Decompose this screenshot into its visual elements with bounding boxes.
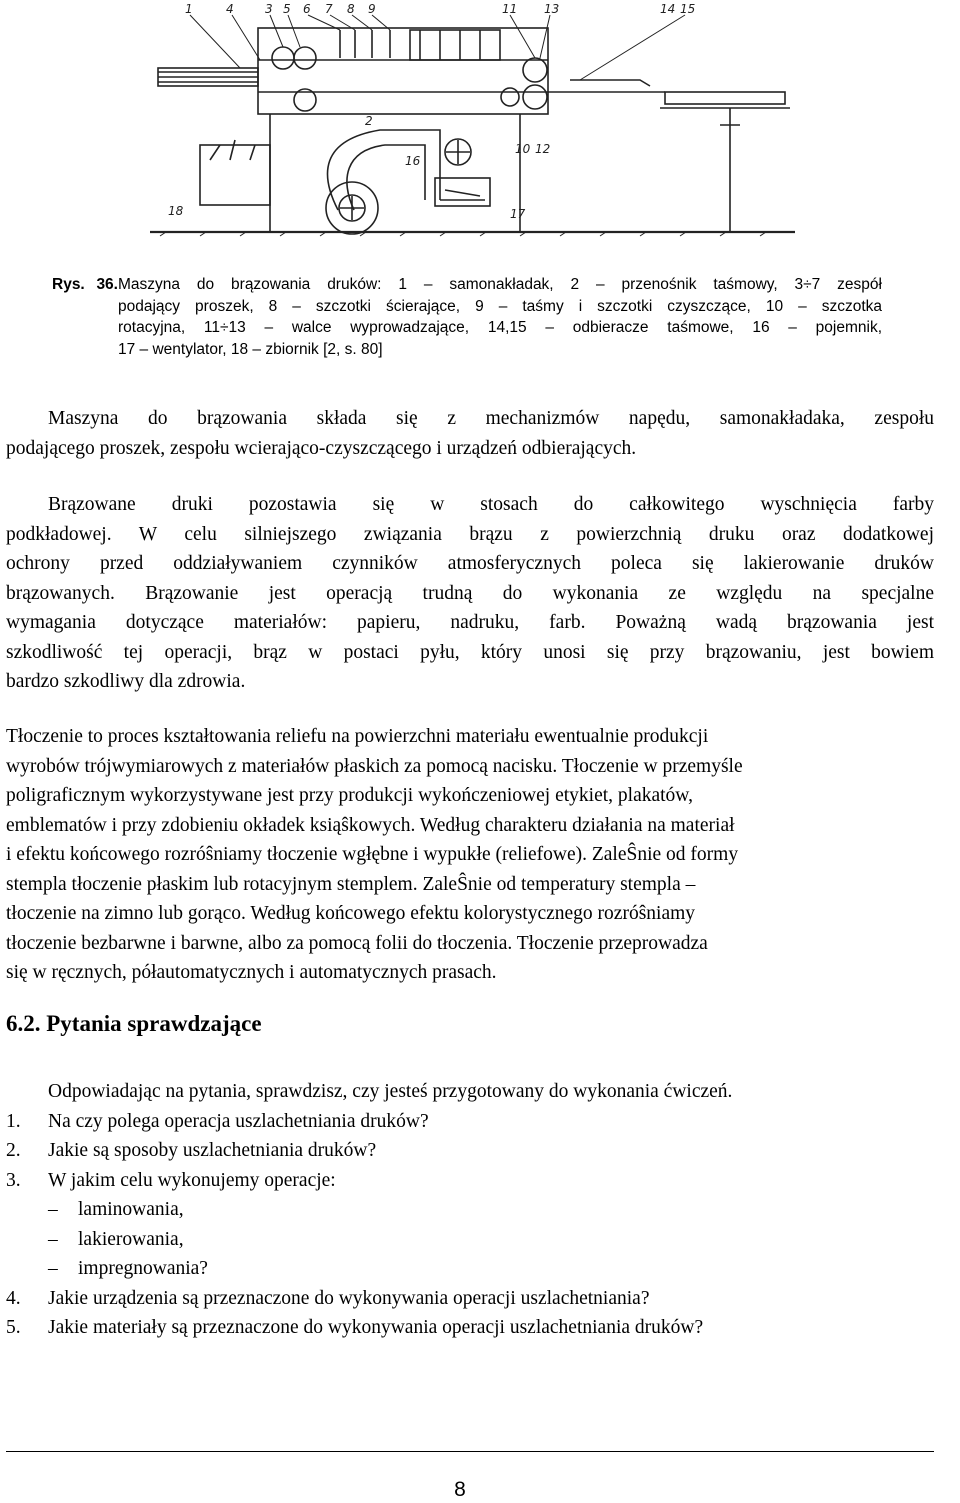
caption-text: Maszyna do brązowania druków: 1 – samonakładak, 2 – przenośnik taśmowy, 3÷7 zespół [118,276,882,293]
question-item [6,1136,906,1166]
paragraph-line: wyrobów trójwymiarowych z materiałów płaskich za pomocą nacisku. Tłoczenie w przemyśle [6,755,743,777]
paragraph-line: poligraficznym wykorzystywane jest przy produkcji wykończeniowej etykiet, plakatów, [6,785,693,806]
caption-line: rotacyjna, 11÷13 – walce wyprowadzające, 14,15 – odbieracze taśmowe, 16 – pojemnik, [118,319,882,336]
question-number: 3. [6,1169,21,1191]
sub-item-text: impregnowania? [78,1258,208,1279]
callout-label: 10 [515,142,531,156]
callout-label: 7 [325,2,333,16]
question-text: Jakie materiały są przeznaczone do wykonywania operacji uszlachetniania druków? [48,1317,704,1338]
question-text: W jakim celu wykonujemy operacje: [48,1169,336,1191]
caption-lead: Rys. 36. [52,276,118,293]
sub-item [6,1195,906,1225]
question-text: Jakie urządzenia są przeznaczone do wykonywania operacji uszlachetniania? [48,1287,650,1309]
callout-label: 1 [185,2,193,16]
paragraph-line: Maszyna do brązowania składa się z mechanizmów napędu, samonakładaka, zespołu [48,408,934,429]
caption-line: 17 – wentylator, 18 – zbiornik [2, s. 80] [118,340,383,358]
review-questions [6,1077,906,1343]
paragraph-line: Brązowane druki pozostawia się w stosach do całkowitego wyschnięcia farby [48,494,934,515]
question-number: 5. [6,1317,21,1338]
page-number: 8 [454,1478,466,1501]
callout-label: 12 [535,142,551,156]
callout-label: 2 [365,114,373,128]
question-text: Jakie są sposoby uszlachetniania druków? [48,1140,377,1161]
callout-label: 8 [347,2,355,16]
callout-label: 14 [660,2,676,16]
bin [200,145,270,205]
question-number: 1. [6,1110,21,1132]
question-item [6,1284,906,1314]
footer-rule [6,1451,934,1452]
questions-intro [6,1077,906,1107]
sub-item [6,1225,906,1255]
callout-label: 9 [368,2,376,16]
callout-label: 17 [510,207,526,221]
roller [294,47,316,69]
paragraph-line: wymagania dotyczące materiałów: papieru, nadruku, farb. Poważną wadą brązowania jest [6,612,934,633]
take-off-arm [570,80,650,86]
paragraph-embossing [6,722,934,988]
paragraph-bronzed-prints [6,490,934,697]
roller [272,47,294,69]
paragraph-line: tłoczenie bezbarwne i barwne, albo za pomocą folii do tłoczenia. Tłoczenie przeprowadza [6,932,708,954]
paragraph-line: i efektu końcowego rozróŝniamy tłoczenie wgłębne i wypukłe (reliefowe). ZaleŜnie od formy [6,844,739,865]
dash-bullet: – [48,1199,58,1220]
question-item [6,1166,906,1196]
caption-line: podający proszek, 8 – szczotki ścierające, 9 – taśmy i szczotki czyszczące, 10 – szczotka [118,297,882,315]
callout-label: 18 [168,204,184,218]
paragraph-line: podającego proszek, zespołu wcierająco-czyszczącego i urządzeń odbierających. [6,437,637,459]
paragraph-line: bardzo szkodliwy dla zdrowia. [6,671,246,692]
roller [523,58,547,82]
sub-item-text: laminowania, [78,1199,184,1220]
callout-label: 3 [265,2,273,16]
paragraph-machine-description [6,404,934,463]
callout-label: 5 [283,2,291,16]
paragraph-line: Tłoczenie to proces kształtowania reliefu na powierzchni materiału ewentualnie produkcji [6,726,709,747]
callout-label: 11 [502,2,518,16]
sub-item-text: lakierowania, [78,1228,184,1250]
roller [523,85,547,109]
dash-bullet: – [48,1258,58,1279]
paragraph-line: emblematów i przy zdobieniu okładek ksiąŝkowych. Według charakteru działania na materiał [6,814,735,836]
machine-diagram [140,0,800,265]
intro-text: Odpowiadając na pytania, sprawdzisz, czy jesteś przygotowany do wykonania ćwiczeń. [48,1081,733,1102]
question-item [6,1313,906,1343]
dash-bullet: – [48,1228,58,1250]
reservoir [435,178,490,206]
paragraph-line: szkodliwość tej operacji, brąz w postaci pyłu, który unosi się przy brązowaniu, jest bowiem [6,641,934,663]
machine-frame [258,28,548,114]
sub-item [6,1254,906,1284]
paragraph-line: się w ręcznych, półautomatycznych i automatycznych prasach. [6,962,497,983]
callout-label: 4 [226,2,234,16]
callout-label: 16 [405,154,421,168]
callout-label: 13 [544,2,560,16]
paragraph-line: brązowanych. Brązowanie jest operacją trudną do wykonania ze względu na specjalne [6,582,934,604]
callout-label: 15 [680,2,696,16]
question-text: Na czy polega operacja uszlachetniania druków? [48,1110,429,1132]
paragraph-line: ochrony przed oddziaływaniem czynników atmosferycznych poleca się lakierowanie druków [6,553,934,574]
caption-line [52,274,882,296]
question-number: 4. [6,1287,21,1309]
output-stack [665,92,785,104]
paragraph-line: tłoczenie na zimno lub gorąco. Według końcowego efektu kolorystycznego rozróŝniamy [6,903,696,924]
section-heading: 6.2. Pytania sprawdzające [6,1011,262,1036]
question-number: 2. [6,1140,21,1161]
paragraph-line: stempla tłoczenie płaskim lub rotacyjnym stemplem. ZaleŜnie od temperatury stempla – [6,873,696,895]
question-item [6,1107,906,1137]
callout-label: 6 [303,2,311,16]
figure-caption [52,274,882,360]
roller [501,88,519,106]
bronzing-machine-drawing [140,0,800,265]
paragraph-line: podkładowej. W celu silniejszego związania brązu z powierzchnią druku oraz dodatkowej [6,523,934,545]
